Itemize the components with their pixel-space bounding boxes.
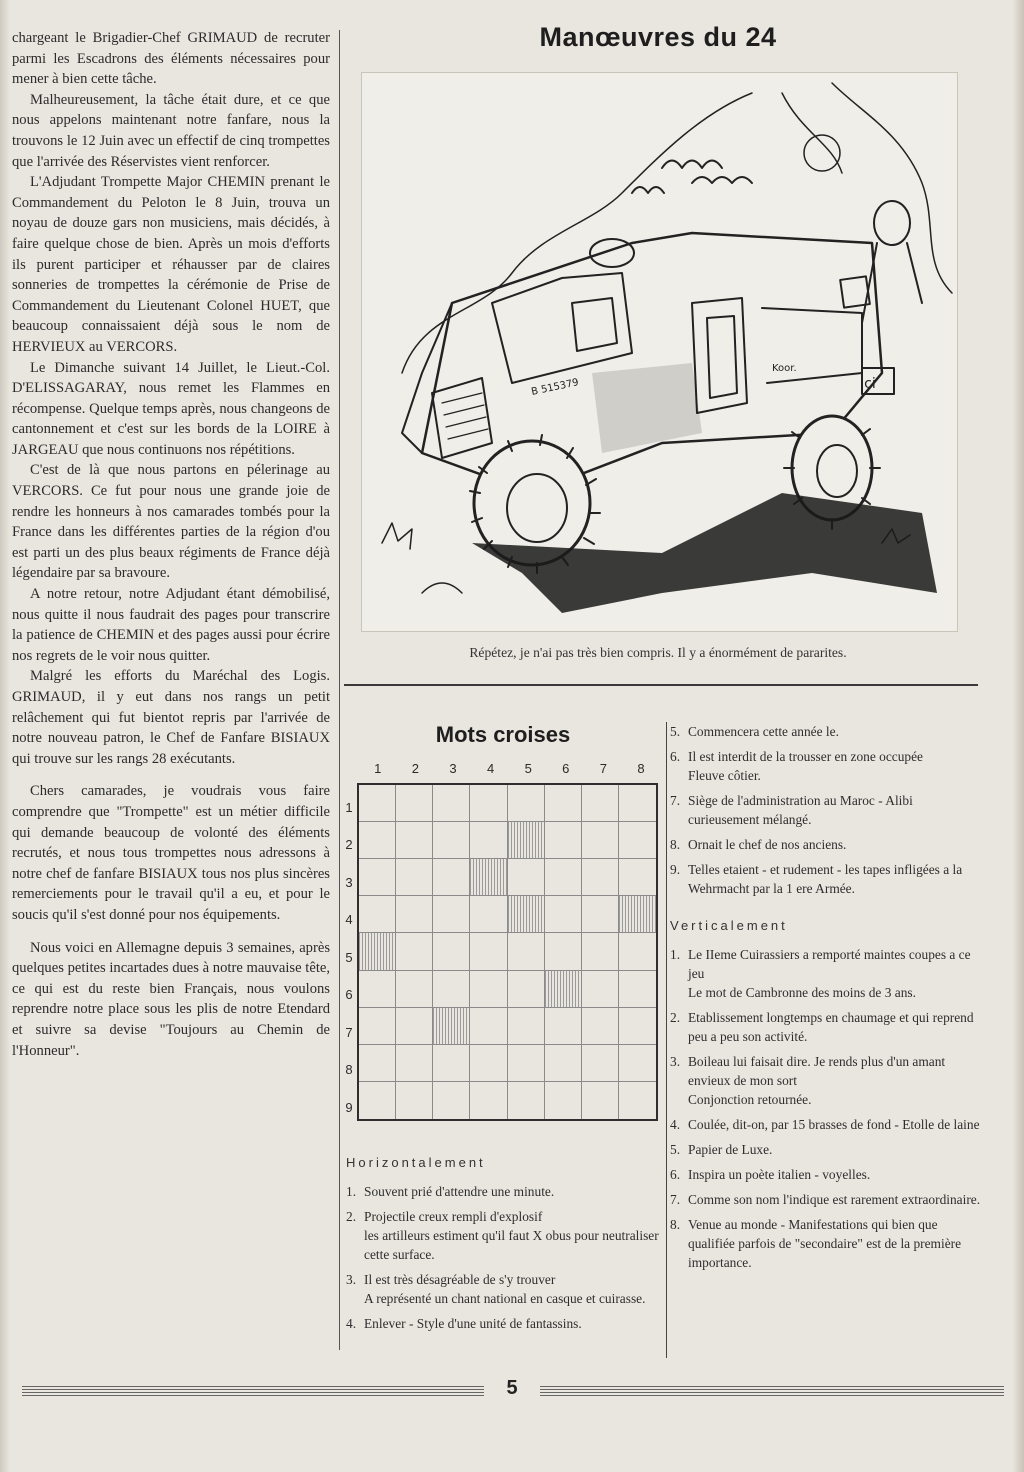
row-number: 6 — [345, 987, 353, 1002]
article-paragraph: Chers camarades, je voudrais vous faire comprendre que "Trompette" est un métier difficile qui demande beaucoup de volonté des éléments recrutés, et nous tous trompettes nous adressons à notre chef de fanfare BISIAUX tous nos plus sincères remerciements pour le travail qu'il a eu, et pour le soucis qu'il s'est donné pour nos équipements. — [12, 783, 330, 923]
crossword-cell[interactable] — [582, 822, 619, 859]
clue-item: 7. Comme son nom l'indique est rarement extraordinaire. — [670, 1192, 981, 1207]
crossword-cell[interactable] — [545, 896, 582, 933]
crossword-cell[interactable] — [359, 971, 396, 1008]
vehicle-marking: Koor. — [772, 363, 797, 374]
crossword-cell[interactable] — [433, 896, 470, 933]
page-edge-left — [0, 0, 10, 1472]
crossword-cell[interactable] — [508, 933, 545, 970]
crossword-cell[interactable] — [508, 971, 545, 1008]
clue-item: 4. Enlever - Style d'une unité de fantassins. — [346, 1316, 582, 1331]
column-number: 4 — [486, 761, 495, 776]
crossword-cell[interactable] — [582, 1082, 619, 1119]
crossword-cell[interactable] — [396, 1045, 433, 1082]
crossword-grid[interactable] — [357, 783, 658, 1121]
crossword-cell[interactable] — [508, 1082, 545, 1119]
crossword-cell[interactable] — [433, 971, 470, 1008]
crossword-cell[interactable] — [359, 785, 396, 822]
crossword-black-cell — [359, 933, 396, 970]
crossword-cell[interactable] — [582, 971, 619, 1008]
article-paragraph: A notre retour, notre Adjudant étant démobilisé, nous quitte il nous faudrait des pages pour transcrire la patience de CHEMIN et des pages aussi pour écrire nos regrets de le voir nous quitter. — [12, 586, 330, 664]
crossword-black-cell — [619, 896, 656, 933]
column-number: 8 — [637, 761, 645, 776]
crossword-column-numbers — [359, 761, 659, 779]
clue-item: 6. Il est interdit de la trousser en zone occupée Fleuve côtier. — [670, 749, 923, 783]
crossword-cell[interactable] — [470, 933, 507, 970]
crossword-cell[interactable] — [433, 859, 470, 896]
article-paragraph: chargeant le Brigadier-Chef GRIMAUD de recruter parmi les Escadrons des éléments nécessaires pour mener à bien cette tâche. — [12, 30, 330, 88]
crossword-cell[interactable] — [359, 1045, 396, 1082]
page-edge-right — [1012, 0, 1024, 1472]
column-divider — [339, 30, 340, 1350]
crossword-cell[interactable] — [359, 822, 396, 859]
crossword-black-cell — [470, 859, 507, 896]
crossword-cell[interactable] — [433, 1045, 470, 1082]
clue-item: 8. Ornait le chef de nos anciens. — [670, 837, 847, 852]
cartoon-illustration — [361, 72, 958, 632]
crossword-cell[interactable] — [582, 785, 619, 822]
column-number: 7 — [599, 761, 607, 776]
crossword-black-cell — [508, 822, 545, 859]
crossword-cell[interactable] — [470, 822, 507, 859]
footer-rule-right — [540, 1386, 1004, 1396]
crossword-row-numbers — [342, 786, 358, 1128]
crossword-cell[interactable] — [470, 896, 507, 933]
crossword-cell[interactable] — [359, 896, 396, 933]
vehicle-marking: B 515379 — [530, 377, 580, 398]
column-number: 6 — [562, 761, 570, 776]
crossword-cell[interactable] — [582, 859, 619, 896]
horizontal-heading: Horizontalement — [346, 1155, 486, 1170]
row-number: 8 — [345, 1062, 353, 1077]
crossword-cell[interactable] — [508, 1008, 545, 1045]
row-number: 3 — [345, 875, 353, 890]
page-number: 5 — [506, 1377, 518, 1399]
crossword-cell[interactable] — [470, 1008, 507, 1045]
crossword-cell[interactable] — [545, 933, 582, 970]
illustration-title: Manœuvres du 24 — [539, 22, 777, 52]
crossword-cell[interactable] — [470, 1045, 507, 1082]
crossword-cell[interactable] — [619, 822, 656, 859]
crossword-cell[interactable] — [396, 933, 433, 970]
article-paragraph: Malheureusement, la tâche était dure, et ce que nous appelons maintenant notre fanfare, nous la trouvons le 12 Juin avec un effectif de cinq trompettes que l'arrivée des Réservistes vient renforcer. — [12, 91, 330, 170]
crossword-cell[interactable] — [582, 933, 619, 970]
crossword-cell[interactable] — [396, 1008, 433, 1045]
crossword-cell[interactable] — [545, 859, 582, 896]
crossword-cell[interactable] — [396, 971, 433, 1008]
crossword-cell[interactable] — [470, 1082, 507, 1119]
crossword-cell[interactable] — [470, 971, 507, 1008]
crossword-cell[interactable] — [619, 785, 656, 822]
crossword-black-cell — [433, 1008, 470, 1045]
crossword-cell[interactable] — [545, 1008, 582, 1045]
crossword-column-divider — [666, 722, 667, 1358]
horizontal-clues — [346, 1153, 664, 1333]
row-number: 4 — [345, 912, 353, 927]
right-clues — [670, 722, 982, 1272]
crossword-cell[interactable] — [545, 1082, 582, 1119]
row-number: 2 — [345, 837, 353, 852]
crossword-cell[interactable] — [508, 859, 545, 896]
article-column — [12, 28, 330, 1061]
clue-item: 8. Venue au monde - Manifestations qui bien que qualifiée parfois de "secondaire" est de la première importance. — [670, 1217, 962, 1270]
column-number: 3 — [449, 761, 457, 776]
crossword-cell[interactable] — [359, 1008, 396, 1045]
illustration-caption: Répétez, je n'ai pas très bien compris. Il y a énormément de pararites. — [469, 645, 847, 660]
crossword-cell[interactable] — [396, 896, 433, 933]
crossword-cell[interactable] — [396, 1082, 433, 1119]
crossword-cell[interactable] — [619, 1008, 656, 1045]
crossword-cell[interactable] — [619, 933, 656, 970]
clue-item: 2. Etablissement longtemps en chaumage et qui reprend peu a peu son activité. — [670, 1010, 974, 1044]
crossword-cell[interactable] — [359, 859, 396, 896]
clue-item: 3. Il est très désagréable de s'y trouver A représenté un chant national en casque et cuirasse. — [346, 1272, 646, 1306]
column-number: 1 — [374, 761, 382, 776]
crossword-cell[interactable] — [619, 971, 656, 1008]
row-number: 5 — [345, 950, 353, 965]
crossword-cell[interactable] — [619, 1082, 656, 1119]
crossword-cell[interactable] — [470, 785, 507, 822]
article-paragraph: L'Adjudant Trompette Major CHEMIN prenant le Commandement du Peloton le 8 Juin, trouva un noyau de douze gars non musiciens, mais décidés, à faire quelque chose de bien. Après un mois d'efforts ils purent participer et réhausser par de claires sonneries de trompettes la cérémonie de Prise de Commandement du Lieutenant Colonel HUET, que beaucoup connaissaient déjà sous le nom de HERVIEUX au VERCORS. — [12, 174, 330, 355]
crossword-black-cell — [508, 896, 545, 933]
crossword-cell[interactable] — [433, 822, 470, 859]
crossword-cell[interactable] — [433, 933, 470, 970]
clue-item: 7. Siège de l'administration au Maroc - Alibi curieusement mélangé. — [670, 793, 913, 827]
vehicle-marking: Ici — [860, 376, 876, 392]
clue-item: 4. Coulée, dit-on, par 15 brasses de fond - Etolle de laine — [670, 1117, 980, 1132]
crossword-cell[interactable] — [619, 859, 656, 896]
clue-item: 1. Le IIeme Cuirassiers a remporté maintes coupes a ce jeu Le mot de Cambronne des moins de 3 ans. — [670, 947, 971, 1000]
clue-item: 2. Projectile creux rempli d'explosif les artilleurs estiment qu'il faut X obus pour neutraliser cette surface. — [346, 1209, 659, 1262]
clue-item: 1. Souvent prié d'attendre une minute. — [346, 1184, 555, 1199]
clue-item: 6. Inspira un poète italien - voyelles. — [670, 1167, 871, 1182]
crossword-cell[interactable] — [545, 785, 582, 822]
crossword-cell[interactable] — [433, 785, 470, 822]
section-divider — [344, 684, 978, 686]
crossword-cell[interactable] — [582, 1008, 619, 1045]
crossword-cell[interactable] — [433, 1082, 470, 1119]
column-number: 5 — [524, 761, 532, 776]
clue-item: 9. Telles etaient - et rudement - les tapes infligées a la Wehrmacht par la 1 ere Armée. — [670, 862, 963, 896]
footer-rule-left — [22, 1386, 484, 1396]
clue-item: 3. Boileau lui faisait dire. Je rends plus d'un amant envieux de mon sort Conjonction retournée. — [670, 1054, 946, 1107]
row-number: 1 — [345, 800, 353, 815]
crossword-cell[interactable] — [508, 1045, 545, 1082]
article-paragraph: Le Dimanche suivant 14 Juillet, le Lieut.-Col. D'ELISSAGARAY, nous remet les Flammes en récompense. Quelque temps après, nous changeons de cantonnement et c'est sur les bords de la LOIRE à JARGEAU que nous continuons nos répétitions. — [12, 359, 330, 458]
article-paragraph: C'est de là que nous partons en pélerinage au VERCORS. Ce fut pour nous une grande joie de rendre les honneurs à nos camarades tombés pour la France dans les différentes parties de la région d'ou est parti un des plus beaux régiments de France déjà légendaire par sa bravoure. — [12, 462, 330, 582]
crossword-cell[interactable] — [582, 1045, 619, 1082]
crossword-cell[interactable] — [545, 1045, 582, 1082]
crossword-cell[interactable] — [396, 859, 433, 896]
clue-item: 5. Papier de Luxe. — [670, 1142, 773, 1157]
clue-item: 5. Commencera cette année le. — [670, 724, 839, 739]
row-number: 7 — [345, 1025, 353, 1040]
article-paragraph: Nous voici en Allemagne depuis 3 semaines, après quelques petites incartades dues à notre mauvaise tête, ce qui est du reste bien Français, nous voulons reprendre notre place sous les plis de notre Etendard et suivre sa devise "Toujours au Chemin de l'Honneur". — [12, 939, 330, 1059]
crossword-cell[interactable] — [582, 896, 619, 933]
crossword-cell[interactable] — [396, 822, 433, 859]
crossword-cell[interactable] — [396, 785, 433, 822]
crossword-cell[interactable] — [619, 1045, 656, 1082]
article-paragraph: Malgré les efforts du Maréchal des Logis. GRIMAUD, il y eut dans nos rangs un petit relâchement qui fut bientot repris par l'arrivée de notre nouveau patron, le Chef de Fanfare BISIAUX qui trouve sur les rangs 28 exécutants. — [12, 668, 330, 767]
column-number: 2 — [411, 761, 419, 776]
crossword-title: Mots croises — [435, 722, 571, 747]
row-number: 9 — [345, 1100, 353, 1115]
crossword-cell[interactable] — [359, 1082, 396, 1119]
crossword-black-cell — [545, 971, 582, 1008]
vertical-heading: Verticalement — [670, 918, 788, 933]
crossword-cell[interactable] — [545, 822, 582, 859]
crossword-cell[interactable] — [508, 785, 545, 822]
vehicle-cartoon-drawing — [362, 73, 957, 631]
